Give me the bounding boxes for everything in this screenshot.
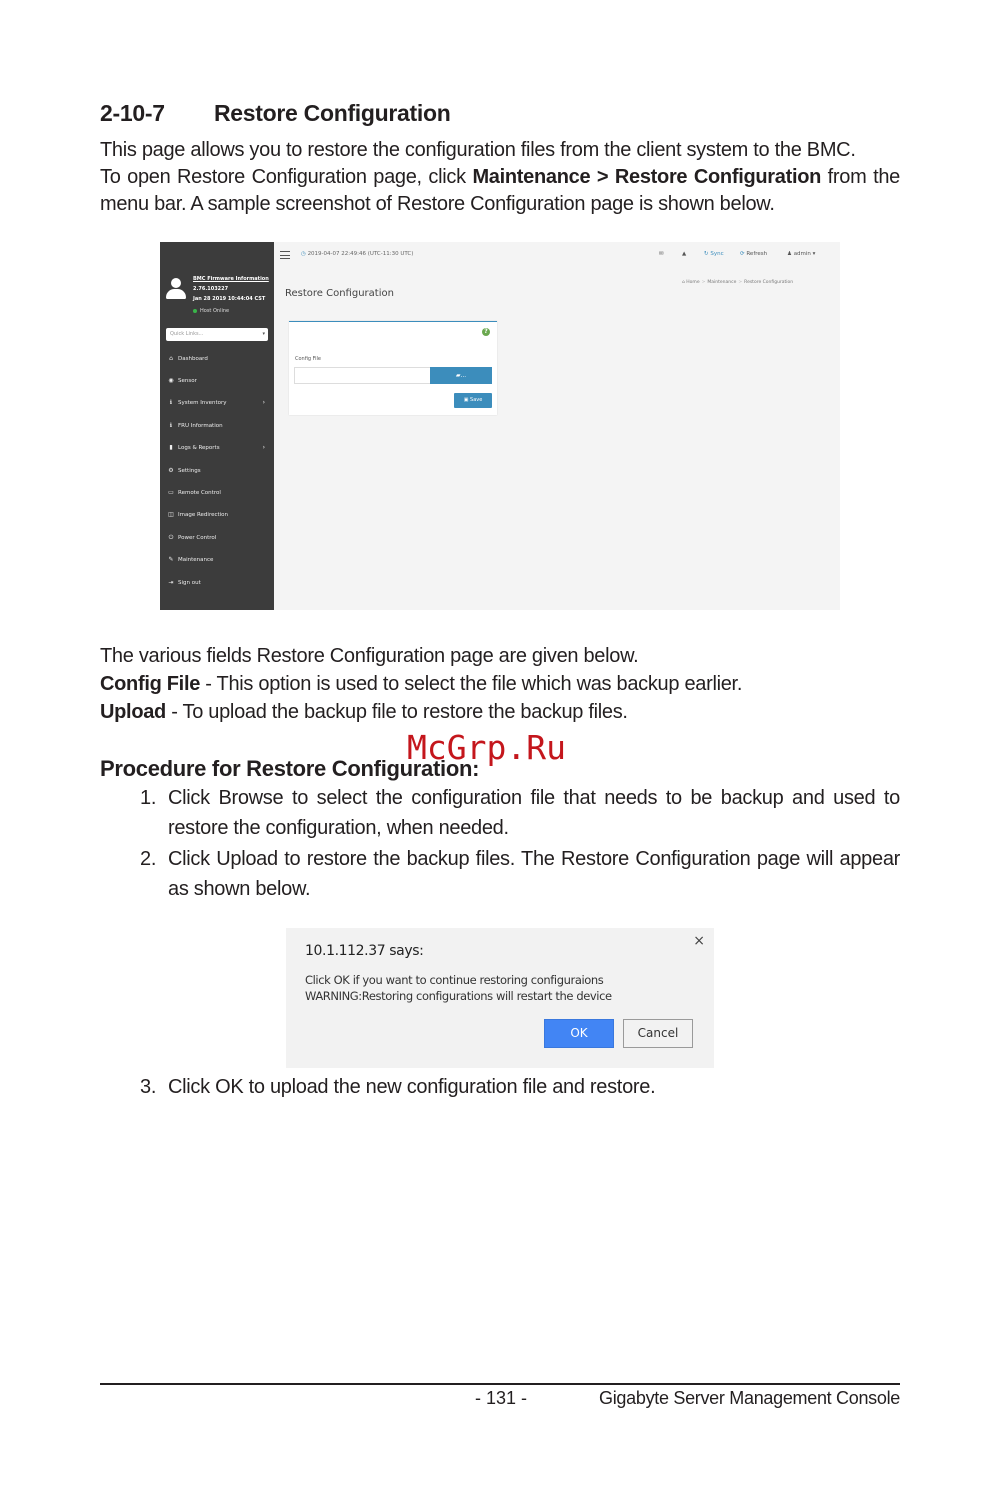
quick-links-select[interactable] [166, 328, 268, 341]
user-label: admin [793, 251, 811, 257]
refresh-label: Refresh [746, 251, 768, 257]
page-title: Restore Configuration [285, 288, 394, 299]
chevron-right-icon: › [262, 399, 265, 406]
fields-intro: The various fields Restore Configuration page are given below. [100, 645, 639, 667]
timestamp-text: 2019-04-07 22:49:46 (UTC-11:30 UTC) [307, 251, 414, 257]
disk-icon: ◫ [168, 511, 174, 518]
intro-paragraph-2 [100, 164, 900, 218]
wrench-icon: ✎ [168, 556, 174, 563]
sidebar-item-label: Maintenance [178, 557, 214, 563]
sidebar-item-dashboard[interactable] [167, 354, 267, 364]
sidebar-item-settings[interactable] [167, 466, 267, 476]
sidebar-item-label: Settings [178, 468, 201, 474]
section-title: Restore Configuration [214, 100, 451, 126]
intro-menu-path: Maintenance > Restore Configuration [472, 166, 822, 188]
dialog-message-2: WARNING:Restoring configurations will restart the device [305, 989, 612, 1003]
field-upload [100, 699, 900, 726]
page-number: - 131 - [475, 1388, 528, 1408]
sidebar-item-label: System Inventory [178, 400, 227, 406]
monitor-icon: ▭ [168, 489, 174, 496]
clock-icon: ◷ [301, 251, 306, 257]
footer-title: Gigabyte Server Management Console [599, 1388, 900, 1408]
info-icon: ℹ [169, 399, 173, 406]
breadcrumb-current: Restore Configuration [744, 280, 794, 285]
intro-line-2-post: from the menu bar. A sample screenshot of Restore Configuration page is shown below. [100, 166, 900, 215]
procedure-step-1 [140, 783, 900, 843]
intro-line-1: This page allows you to restore the configuration files from the client system to the BMC. [100, 139, 856, 161]
sidebar-item-label: Sensor [178, 378, 197, 384]
sidebar-item-label: FRU Information [178, 423, 223, 429]
sidebar-item-system-inventory[interactable] [167, 398, 267, 408]
chevron-down-icon: ▾ [262, 331, 265, 337]
home-icon: ⌂ [682, 280, 685, 285]
step-text: Click OK to upload the new configuration file and restore. [168, 1076, 656, 1098]
step-number: 3. [140, 1076, 157, 1098]
sidebar-item-label: Image Redirection [178, 512, 229, 518]
confirm-dialog [286, 928, 714, 1068]
section-number: 2-10-7 [100, 100, 165, 126]
procedure-title: Procedure for Restore Configuration: [100, 756, 480, 781]
sync-button[interactable] [704, 251, 724, 257]
info-icon: ℹ [169, 422, 173, 429]
config-file-label: Config File [295, 356, 321, 362]
sidebar-item-image-redirection[interactable] [167, 510, 267, 520]
user-menu[interactable] [787, 251, 815, 257]
sidebar-item-sensor[interactable] [167, 376, 267, 386]
host-status-label: Host Online [200, 308, 230, 314]
user-icon: ♟ [787, 251, 792, 257]
close-icon[interactable]: × [693, 933, 705, 949]
restore-config-screenshot [160, 242, 840, 610]
field-name: Config File [100, 673, 201, 695]
refresh-button[interactable] [740, 251, 767, 257]
sidebar-item-power-control[interactable] [167, 533, 267, 543]
folder-icon: ▰ [455, 372, 461, 379]
gear-icon: ⚙ [168, 467, 174, 474]
sync-icon: ↻ [704, 251, 709, 257]
sidebar [160, 242, 274, 610]
sidebar-item-label: Power Control [178, 535, 217, 541]
restore-config-panel [289, 321, 497, 415]
hamburger-menu-icon[interactable] [280, 251, 290, 259]
chevron-down-icon: ▾ [812, 251, 816, 257]
save-button[interactable] [454, 393, 492, 408]
user-avatar-icon [166, 278, 186, 300]
help-icon[interactable]: ? [482, 328, 490, 336]
sidebar-item-sign-out[interactable] [167, 578, 267, 588]
breadcrumb-parent[interactable]: Maintenance [707, 280, 737, 285]
footer-rule [100, 1383, 900, 1385]
sidebar-item-logs-reports[interactable] [167, 443, 267, 453]
breadcrumb: ⌂ Home > Maintenance > Restore Configuration [682, 280, 794, 285]
home-icon: ⌂ [169, 355, 173, 362]
fw-date: Jan 28 2019 10:44:04 CST [193, 296, 266, 302]
top-bar [274, 242, 840, 268]
procedure-step-2 [140, 844, 900, 904]
sign-out-icon: ⇥ [168, 579, 174, 586]
sidebar-item-remote-control[interactable] [167, 488, 267, 498]
sync-label: Sync [710, 251, 724, 257]
power-icon: ⏻ [168, 534, 174, 541]
procedure-step-3 [140, 1072, 900, 1102]
chevron-right-icon: › [262, 444, 265, 451]
step-number: 1. [140, 787, 157, 809]
save-icon: ▣ [463, 397, 469, 403]
browse-label: ... [460, 372, 467, 379]
sidebar-item-label: Dashboard [178, 356, 208, 362]
watermark: McGrp.Ru [407, 728, 566, 767]
fw-info-title[interactable]: BMC Firmware Information [193, 276, 269, 282]
save-label: Save [470, 397, 483, 403]
host-status [193, 308, 229, 314]
sidebar-item-label: Remote Control [178, 490, 221, 496]
dialog-title: 10.1.112.37 says: [305, 943, 424, 959]
field-desc: - To upload the backup file to restore the backup files. [165, 701, 628, 723]
warning-icon[interactable]: ▲ [682, 251, 687, 257]
dialog-message-1: Click OK if you want to continue restoring configuraions [305, 973, 604, 987]
step-number: 2. [140, 848, 157, 870]
timestamp [301, 251, 413, 257]
field-name: Upload [100, 701, 166, 723]
field-desc: - This option is used to select the file which was backup earlier. [200, 673, 743, 695]
step-text: Click Upload to restore the backup files. The Restore Configuration page will appear as shown below. [168, 848, 900, 900]
cancel-button[interactable]: Cancel [623, 1019, 693, 1048]
breadcrumb-home[interactable]: Home [686, 280, 700, 285]
browse-button[interactable] [430, 367, 492, 384]
refresh-icon: ⟳ [740, 251, 745, 257]
status-dot-icon [193, 309, 197, 313]
sidebar-item-fru-information[interactable] [167, 421, 267, 431]
quick-links-placeholder: Quick Links... [170, 331, 204, 337]
sidebar-item-label: Logs & Reports [178, 445, 220, 451]
fw-version: 2.76.103227 [193, 286, 229, 292]
config-file-input[interactable] [294, 367, 431, 384]
sidebar-item-label: Sign out [178, 580, 201, 586]
section-heading [100, 100, 450, 127]
gauge-icon: ◉ [168, 377, 174, 384]
sidebar-item-maintenance[interactable] [167, 555, 267, 565]
intro-line-2-pre: To open Restore Configuration page, click [100, 166, 473, 188]
ok-button[interactable]: OK [544, 1019, 614, 1048]
field-config-file [100, 671, 900, 698]
step-text: Click Browse to select the configuration file that needs to be backup and used to restore the configuration, when needed. [168, 787, 900, 839]
mail-icon[interactable]: ✉ [659, 251, 664, 257]
bar-chart-icon: ▮ [169, 444, 173, 451]
